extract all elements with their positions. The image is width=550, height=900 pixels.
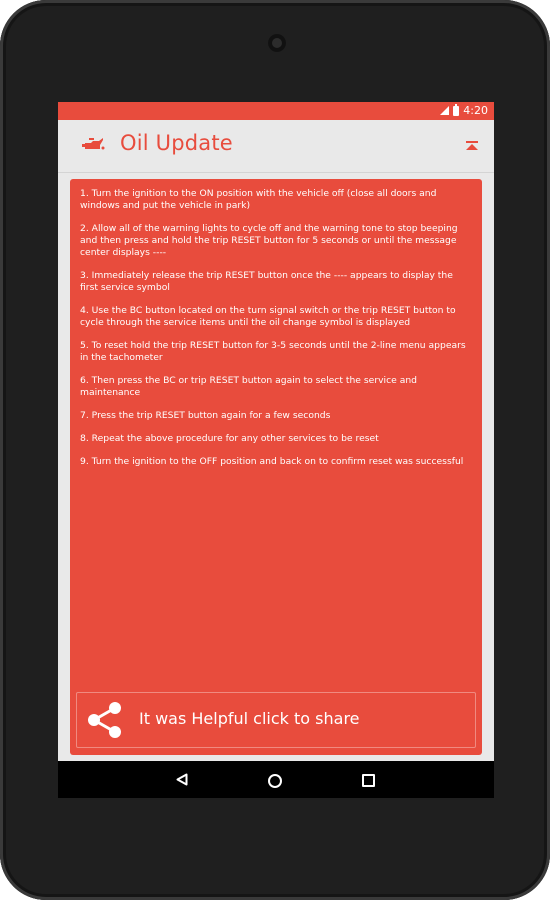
step-item: 6. Then press the BC or trip RESET button again to select the service and maintenance — [80, 375, 417, 398]
home-icon[interactable] — [268, 774, 282, 788]
recents-icon[interactable] — [362, 774, 375, 787]
step-item: 2. Allow all of the warning lights to cycle off and the warning tone to stop beeping and then press and hold the trip RESET button for 5 seconds or until the message center displays ---- — [80, 223, 458, 258]
status-icons — [440, 104, 488, 117]
oil-can-icon — [81, 134, 105, 156]
instructions-card — [70, 179, 482, 755]
navigation-bar — [58, 761, 494, 798]
share-label: It was Helpful click to share — [139, 709, 360, 728]
step-item: 3. Immediately release the trip RESET button once the ---- appears to display the first service symbol — [80, 270, 453, 293]
step-item: 8. Repeat the above procedure for any other services to be reset — [80, 433, 379, 444]
steps-list — [80, 188, 472, 479]
back-icon[interactable] — [176, 773, 188, 786]
front-camera — [268, 34, 286, 52]
screen — [58, 102, 494, 798]
step-item: 5. To reset hold the trip RESET button for 3-5 seconds until the 2-line menu appears in the tachometer — [80, 340, 466, 363]
step-item: 7. Press the trip RESET button again for a few seconds — [80, 410, 331, 421]
content-area — [58, 173, 494, 761]
step-item: 1. Turn the ignition to the ON position with the vehicle off (close all doors and windows and put the vehicle in park) — [80, 188, 437, 211]
status-time: 4:20 — [463, 104, 488, 117]
signal-icon — [440, 106, 449, 115]
share-icon — [83, 698, 127, 742]
step-item: 9. Turn the ignition to the OFF position and back on to confirm reset was successful — [80, 456, 464, 467]
page-title: Oil Update — [120, 131, 233, 155]
share-button[interactable] — [76, 692, 476, 748]
collapse-to-top-icon[interactable] — [464, 138, 480, 154]
app-toolbar — [58, 120, 494, 173]
status-bar — [58, 102, 494, 120]
step-item: 4. Use the BC button located on the turn signal switch or the trip RESET button to cycle through the service items until the oil change symbol is displayed — [80, 305, 456, 328]
battery-icon — [453, 106, 459, 116]
